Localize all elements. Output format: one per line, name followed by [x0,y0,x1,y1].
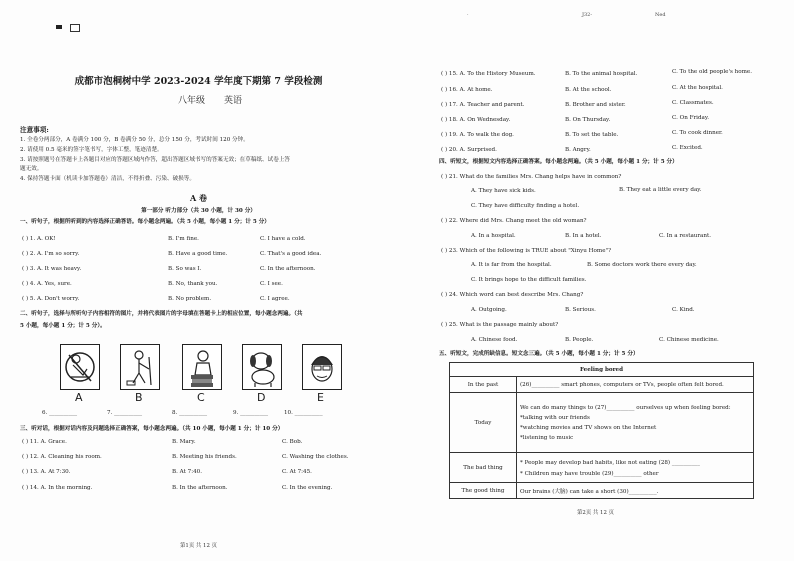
top-mark: Ned [655,12,666,18]
option-c: C. Bob. [282,439,303,445]
top-mark: · [467,12,469,18]
box-mark [70,24,80,32]
today-line: *watching movies and TV shows on the Internet [520,424,657,431]
question-14: ( ) 14. A. In the morning. [22,485,93,491]
option-b: B. Angry. [565,147,591,153]
row-today [517,393,754,453]
question-11: ( ) 11. A. Grace. [22,439,67,445]
right-page [397,0,794,561]
option-b: B. Mary. [172,439,196,445]
option-b: B. In the afternoon. [172,485,228,491]
option-b: B. So was I. [168,266,202,272]
option-b: B. Serious. [565,307,596,313]
section-a-title: A 卷 [190,193,207,203]
q5-instructions: 五、听短文，完成所缺信息。短文念三遍。（共 5 小题，每小题 1 分；计 5 分） [439,351,639,357]
question-16: ( ) 16. A. At home. [441,87,493,93]
option-c: C. To cook dinner. [672,130,723,136]
bad-line: * People may develop bad habits, like not eating (28) __________ [520,460,700,466]
option-c: C. I have a cold. [260,236,306,242]
notes-heading: 注意事项: [20,126,49,134]
today-line: *talking with our friends [520,414,590,421]
option-a: A. Outgoing. [471,307,507,313]
picture-label-c: C [197,391,205,404]
option-b: B. They eat a little every day. [619,187,702,193]
row-good-text: Our brains (大脑) can take a short (30)__________. [517,483,754,499]
q3-instructions: 三、听对话，根据对话内容及问题选择正确答案，每小题念两遍。（共 10 小题，每小题 1 分；计 10 分） [20,426,284,432]
option-b: B. Some doctors work there every day. [587,262,697,268]
q4-instructions: 四、听短文，根据短文内容选择正确答案。每小题念两遍。（共 5 小题，每小题 1 分；计 5 分） [439,159,678,165]
question-18: ( ) 18. A. On Wednesday. [441,117,511,123]
option-c: C. Classmates. [672,100,714,106]
option-b: B. At 7:40. [172,469,202,475]
table-title: Feeling bored [450,363,754,377]
question-25: ( ) 25. What is the passage mainly about? [441,322,559,328]
picture-b [120,344,160,390]
picture-e [302,344,342,390]
q2-instructions-cont: 5 小题，每小题 1 分；计 5 分）。 [20,323,106,329]
option-c: C. Kind. [672,307,695,313]
question-5: ( ) 5. A. Don't worry. [22,296,80,302]
question-21: ( ) 21. What do the families Mrs. Chang helps have in common? [441,174,622,180]
answer-blank-9[interactable]: 9. __________ [233,410,269,416]
note-line: 题无效。 [20,166,43,172]
option-a: A. Chinese food. [471,337,518,343]
option-c: C. Chinese medicine. [659,337,719,343]
today-line: We can do many things to (27)__________ ourselves up when feeling bored: [520,404,731,411]
option-c: C. In a restaurant. [659,233,712,239]
page-title: 成都市泡桐树中学 2023-2024 学年度下期第 7 学段检测 [74,76,323,87]
option-c: C. I see. [260,281,283,287]
option-b: B. Have a good time. [168,251,228,257]
question-13: ( ) 13. A. At 7:30. [22,469,71,475]
option-c: C. I agree. [260,296,290,302]
picture-label-d: D [257,391,266,404]
option-b: B. To set the table. [565,132,619,138]
question-19: ( ) 19. A. To walk the dog. [441,132,514,138]
option-c: C. At 7:45. [282,469,312,475]
option-b: B. In a hotel. [565,233,602,239]
feeling-bored-table [449,362,754,499]
subject-label: 英语 [224,96,243,106]
page-footer-1: 第1页 共 12 页 [180,543,217,549]
row-label-good: The good thing [450,483,517,499]
option-a: A. In a hospital. [471,233,516,239]
option-a: A. It is far from the hospital. [471,262,552,268]
option-b: B. Brother and sister. [565,102,626,108]
option-c: C. On Friday. [672,115,710,121]
option-b: B. I'm fine. [168,236,199,242]
note-line: 4. 保持答题卡面（机读卡加答题卷）清洁，不得折叠、污染、破损等。 [20,176,195,182]
question-20: ( ) 20. A. Surprised. [441,147,497,153]
option-c: C. In the evening. [282,485,333,491]
option-b: B. On Thursday. [565,117,611,123]
option-b: B. At the school. [565,87,612,93]
row-label-bad: The bad thing [450,453,517,483]
question-15: ( ) 15. A. To the History Museum. [441,71,536,77]
person-with-books-icon [183,345,221,389]
answer-blank-7[interactable]: 7. __________ [107,410,143,416]
question-22: ( ) 22. Where did Mrs. Chang meet the old woman? [441,218,587,224]
cleaning-person-icon [121,345,159,389]
picture-a [60,344,100,390]
question-17: ( ) 17. A. Teacher and parent. [441,102,525,108]
option-c: C. Washing the clothes. [282,454,349,460]
picture-c [182,344,222,390]
face-with-glasses-icon [303,345,341,389]
picture-label-e: E [317,391,324,404]
question-12: ( ) 12. A. Cleaning his room. [22,454,102,460]
option-b: B. Meeting his friends. [172,454,237,460]
question-24: ( ) 24. Which word can best describe Mrs. Chang? [441,292,584,298]
top-mark: J32- [582,12,593,18]
answer-blank-8[interactable]: 8. __________ [172,410,208,416]
option-a: A. They have sick kids. [471,188,536,194]
dog-icon [243,345,281,389]
answer-blank-10[interactable]: 10. __________ [284,410,323,416]
option-b: B. No, thank you. [168,281,218,287]
question-4: ( ) 4. A. Yes, sure. [22,281,72,287]
picture-label-b: B [135,391,143,404]
row-label-past: In the past [450,377,517,393]
row-past-text: (26)__________ smart phones, computers or TVs, people often felt bored. [517,377,754,393]
note-line: 3. 请按照题号在答题卡上各题目对应的答题区域内作答，超出答题区域书写的答案无效；在草稿纸、试卷上答 [20,157,291,163]
question-23: ( ) 23. Which of the following is TRUE about "Xinyu Home"? [441,248,612,254]
note-line: 1. 全卷分两部分，A 卷满分 100 分，B 卷满分 50 分，总分 150 分，考试时间 120 分钟。 [20,137,249,143]
question-1: ( ) 1. A. OK! [22,236,56,242]
option-b: B. To the animal hospital. [565,71,638,77]
q2-instructions: 二、听句子，选择与所听句子内容相符的图片，并将代表图片的字母填在答题卡上的相应位置，每小题念两遍。（共 [20,311,303,317]
bad-line: * Children may have trouble (29)__________ other [520,471,659,477]
answer-blank-6[interactable]: 6. __________ [42,410,78,416]
option-b: B. People. [565,337,594,343]
option-c: C. It brings hope to the difficult families. [471,277,587,283]
question-2: ( ) 2. A. I'm so sorry. [22,251,80,257]
question-3: ( ) 3. A. It was heavy. [22,266,82,272]
option-c: C. That's a good idea. [260,251,322,257]
row-bad [517,453,754,483]
grade-label: 八年级 [178,96,206,106]
option-c: C. To the old people's home. [672,69,753,75]
picture-label-a: A [75,391,83,404]
option-b: B. No problem. [168,296,212,302]
option-c: C. In the afternoon. [260,266,316,272]
part1-title: 第一部分 听力部分（共 30 小题，计 30 分） [141,208,256,214]
picture-d [242,344,282,390]
row-label-today: Today [450,393,517,453]
option-c: C. At the hospital. [672,85,723,91]
corner-mark [56,25,62,29]
note-line: 2. 请使用 0.5 毫米的签字笔书写，字体工整，笔迹清楚。 [20,147,163,153]
q1-instructions: 一、听句子，根据所听到的内容选择正确答语。每小题念两遍。（共 5 小题，每小题 1 分；计 5 分） [20,219,270,225]
option-c: C. Excited. [672,145,703,151]
option-c: C. They have difficulty finding a hotel. [471,203,580,209]
reading-person-icon [61,345,99,389]
page-footer-2: 第2页 共 12 页 [577,510,614,516]
today-line: *listening to music [520,434,574,441]
